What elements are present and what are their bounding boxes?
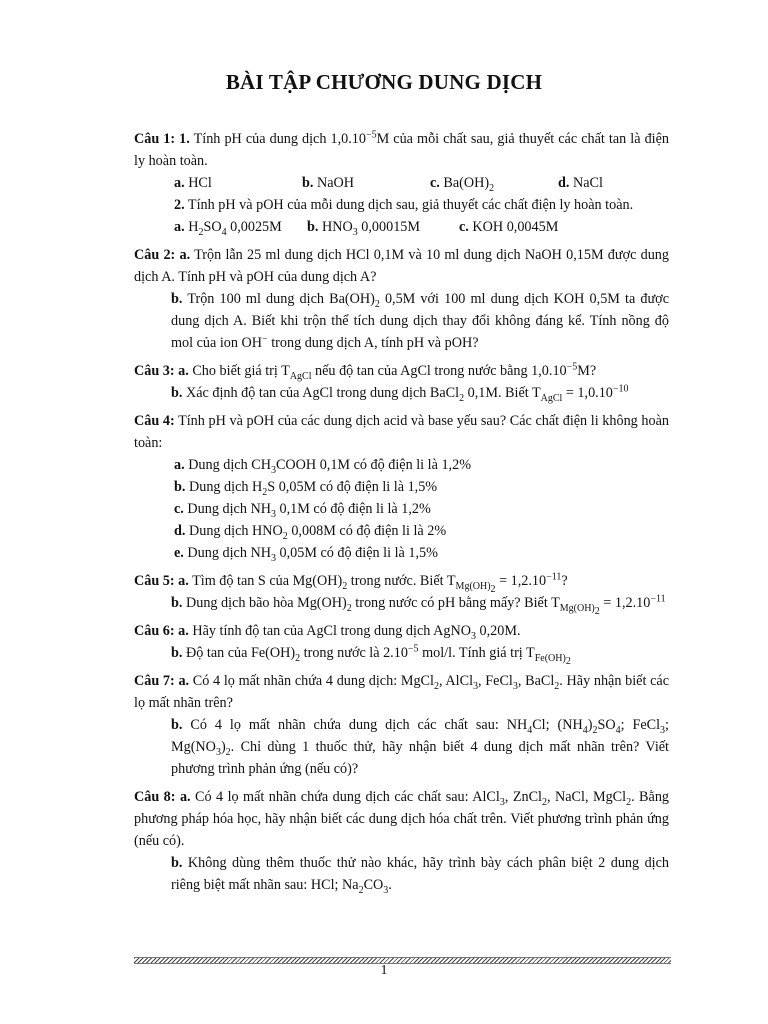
question-2 [134,244,669,354]
q4-item-e: e. Dung dịch $NH_3$ 0,05M có độ điện li là 1,5% [174,545,438,564]
q5-part-b: b. Dung dịch bão hòa $Mg(OH)_2$ trong nước có pH bằng mấy? Biết $T_{Mg(OH)_2} = 1,2.10^{-11}$ [171,593,666,617]
q4-intro: Câu 4: Tính pH và pOH của các dung dịch acid và base yếu sau? Các chất điện li không hoàn toàn: [134,413,669,451]
q2-part-a: Câu 2: a. Trộn lẫn 25 ml dung dịch HCl 0,1M và 10 ml dung dịch NaOH 0,15M được dung dịch A. Tính pH và pOH của dung dịch A? [134,247,669,285]
question-6 [134,620,669,667]
question-7 [134,670,669,780]
q1-p2-option-c: c. KOH 0,0045M [459,219,559,235]
q4-item-c: c. Dung dịch $NH_3$ 0,1M có độ điện li là 1,2% [174,501,431,520]
question-4 [134,410,669,564]
q1-option-b: b. NaOH [302,175,355,191]
page-number: 1 [380,963,388,978]
exercise-list [134,128,669,902]
q3-part-a: Câu 3: a. Cho biết giá trị $T_{AgCl}$ nếu độ tan của AgCl trong nước bằng $1,0.10^{-5}M$? [134,361,597,382]
q5-part-a: Câu 5: a. Tìm độ tan S của $Mg(OH)_2$ trong nước. Biết $T_{Mg(OH)_2} = 1,2.10^{-11}$? [134,571,568,595]
q1-part2-options [134,216,669,238]
question-5 [134,570,669,617]
q1-option-d: d. NaCl [558,175,603,191]
question-3 [134,360,669,404]
q1-p2-option-b: b. $HNO_3$ 0,00015M [307,219,421,238]
question-1 [134,128,669,238]
q6-part-a: Câu 6: a. Hãy tính độ tan của AgCl trong dung dịch AgNO$_3$ 0,20M. [134,623,521,642]
q7-part-b: b. Có 4 lọ mất nhãn chứa dung dịch các chất sau: $NH_4Cl$; $(NH_4)_2SO_4$; FeCl$_3$; $Mg(NO_3)_2$. Chỉ dùng 1 thuốc thử, hãy nhận biết 4 dung dịch mất nhãn trên? Viết phương trình phản ứng (nếu có)? [171,717,669,777]
q7-part-a: Câu 7: a. Có 4 lọ mất nhãn chứa 4 dung dịch: MgCl$_2$, AlCl$_3$, FeCl$_3$, BaCl$_2$. Hãy nhận biết các lọ mất nhãn trên? [134,673,670,711]
q4-item-d: d. Dung dịch $HNO_2$ 0,008M có độ điện li là 2% [174,523,447,542]
page-title: BÀI TẬP CHƯƠNG DUNG DỊCH [225,70,543,94]
q2-part-b: b. Trộn 100 ml dung dịch $Ba(OH)_2$ 0,5M với 100 ml dung dịch KOH 0,5M ta được dung dịch A. Biết khi trộn thể tích dung dịch thay đổi không đáng kể. Tính nồng độ mol của ion OH− trong dung dịch A, tính pH và pOH? [171,291,669,351]
q8-part-a: Câu 8: a. Có 4 lọ mất nhãn chứa dung dịch các chất sau: AlCl$_3$, ZnCl$_2$, NaCl, MgCl$_2$. Bằng phương pháp hóa học, hãy nhận biết các dung dịch hóa chất trên. Viết phương trình phản ứng (nếu có). [134,789,670,849]
q1-part-1: Câu 1: 1. Tính pH của dung dịch $1,0.10^{-5}M$ của mỗi chất sau, giả thuyết các chất tan là điện ly hoàn toàn. [134,129,669,169]
question-8 [134,786,669,896]
q6-part-b: b. Độ tan của $Fe(OH)_2$ trong nước là $2.10^{-5}$ mol/l. Tính giá trị $T_{Fe(OH)_2}$ [171,643,571,667]
q1-option-c: c. $Ba(OH)_2$ [430,175,495,194]
q1-p2-option-a: a. $H_2SO_4$ 0,0025M [174,219,282,238]
q3-part-b: b. Xác định độ tan của AgCl trong dung dịch BaCl$_2$ 0,1M. Biết $T_{AgCl} = 1,0.10^{-10}$ [171,383,629,404]
q1-label: Câu 1: [134,131,176,147]
q4-item-a: a. Dung dịch $CH_3COOH$ 0,1M có độ điện li là 1,2% [174,457,472,476]
q1-part-2: 2. Tính pH và pOH của mỗi dung dịch sau, giả thuyết các chất điện ly hoàn toàn. [174,197,634,213]
q1-option-a: a. HCl [174,175,212,191]
q4-item-b: b. Dung dịch $H_2S$ 0,05M có độ điện li là 1,5% [174,479,438,498]
q8-part-b: b. Không dùng thêm thuốc thử nào khác, hãy trình bày cách phân biệt 2 dung dịch riêng biệt mất nhãn sau: HCl; $Na_2CO_3$. [171,855,669,896]
q1-options [134,172,669,194]
